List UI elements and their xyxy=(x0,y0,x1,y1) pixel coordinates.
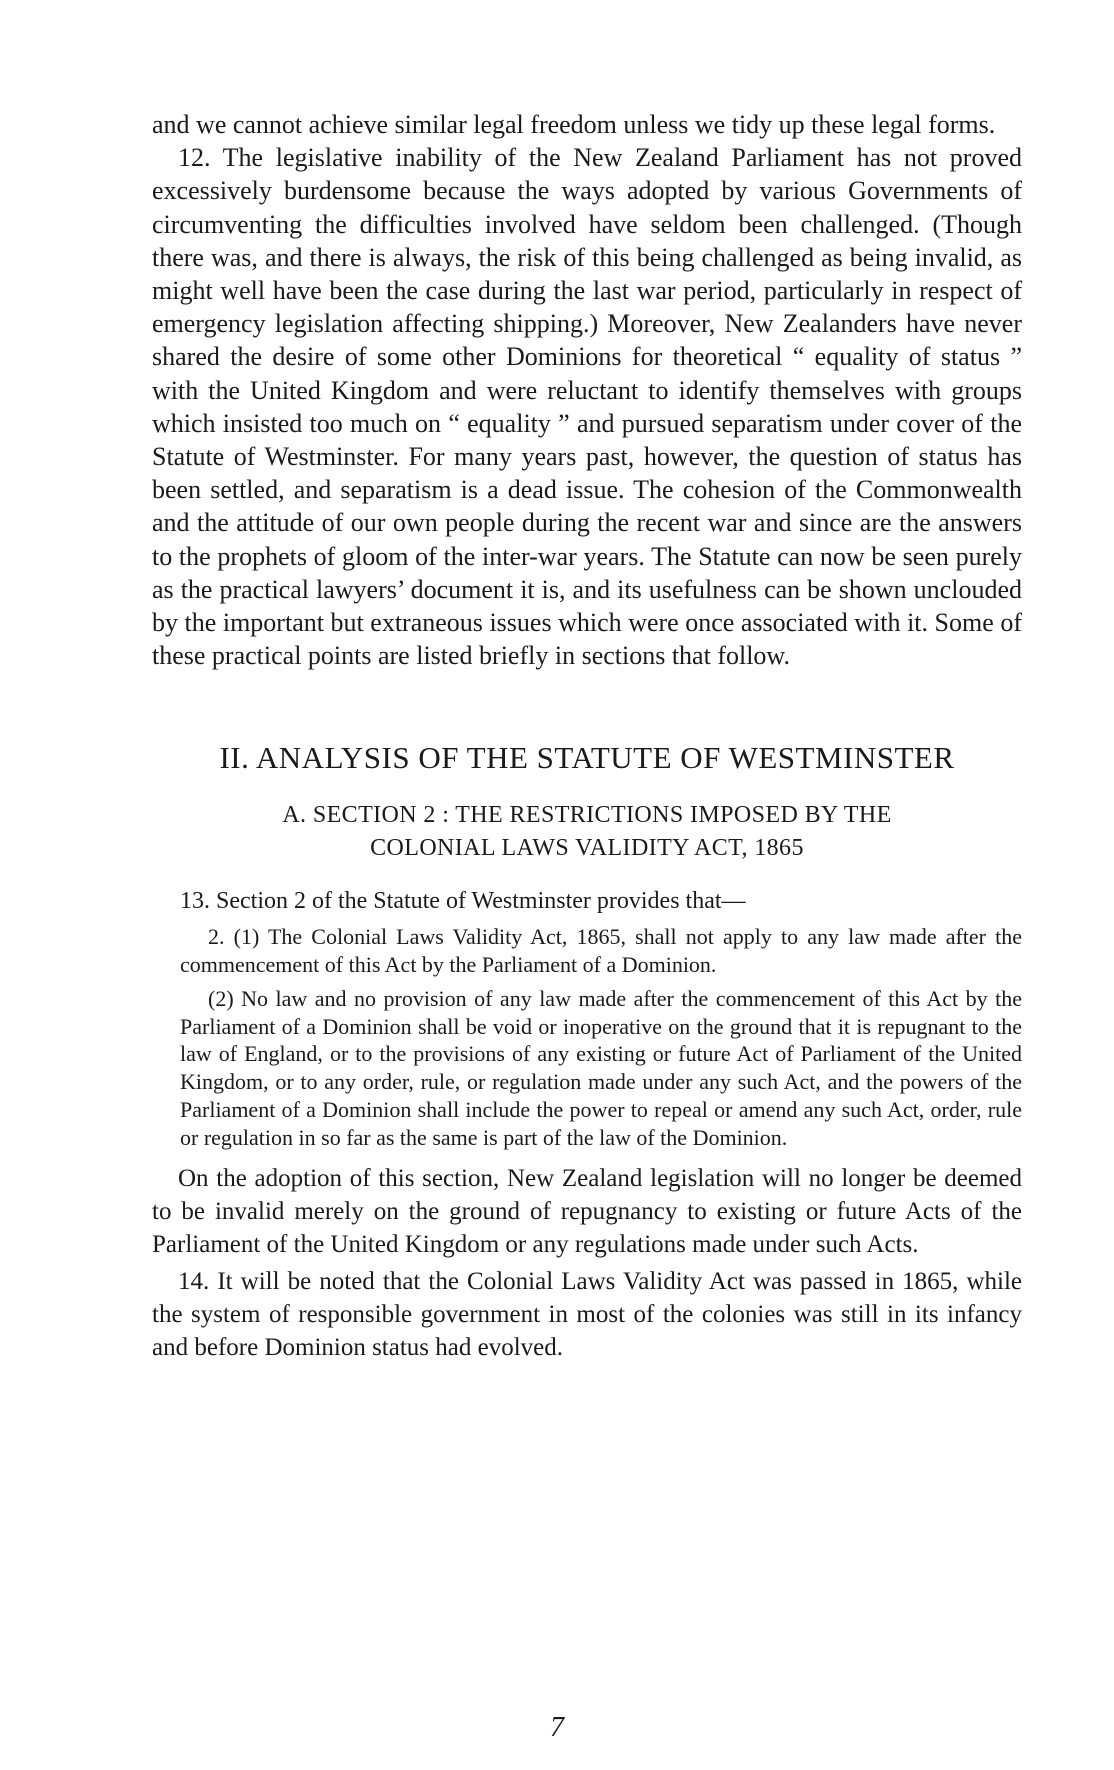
subsection-heading-line-1: A. SECTION 2 : THE RESTRICTIONS IMPOSED BY THE xyxy=(282,802,892,829)
paragraph-14: 14. It will be noted that the Colonial Laws Validity Act was passed in 1865, while the system of responsible government in most of the colonies was still in its infancy and before Dominion status had evolved. xyxy=(152,1267,1022,1361)
section-heading: II. ANALYSIS OF THE STATUTE OF WESTMINSTER xyxy=(219,740,955,776)
paragraph-continuation: and we cannot achieve similar legal freedom unless we tidy up these legal forms. xyxy=(152,110,996,139)
quote-subsection-1: 2. (1) The Colonial Laws Validity Act, 1865, shall not apply to any law made after the commencement of this Act by the Parliament of a Dominion. xyxy=(180,924,1022,977)
statute-quotation xyxy=(180,923,1022,1151)
quote-subsection-2: (2) No law and no provision of any law made after the commencement of this Act by the Parliament of a Dominion shall be void or inoperative on the ground that it is repugnant to the law of England, or to the provisions of any existing or future Act of Parliament of the United Kingdom, or to any order, rule, or regulation made under any such Act, and the powers of the Parliament of a Dominion shall include the power to repeal or amend any such Act, order, rule or regulation in so far as the same is part of the law of the Dominion. xyxy=(180,985,1022,1150)
page-number: 7 xyxy=(550,1712,564,1743)
subsection-heading xyxy=(152,799,1022,865)
page-body xyxy=(152,108,1022,1364)
paragraph-12: 12. The legislative inability of the New Zealand Parliament has not proved excessively burdensome because the ways adopted by various Governments of circumventing the difficulties involved have seldom been challenged. (Though there was, and there is always, the risk of this being challenged as being invalid, as might well have been the case during the last war period, particularly in respect of emergency legislation affecting shipping.) Moreover, New Zealanders have never shared the desire of some other Dominions for theoretical “ equality of status ” with the United Kingdom and were reluctant to identify themselves with groups which insisted too much on “ equality ” and pursued separatism under cover of the Statute of Westminster. For many years past, however, the question of status has been settled, and separatism is a dead issue. The cohesion of the Commonwealth and the attitude of our own people during the recent war and since are the answers to the prophets of gloom of the inter-war years. The Statute can now be seen purely as the practical lawyers’ document it is, and its usefulness can be shown unclouded by the important but extraneous issues which were once associated with it. Some of these practical points are listed briefly in sections that follow. xyxy=(152,143,1022,671)
post-quote-text xyxy=(152,1162,1022,1364)
paragraph-adoption: On the adoption of this section, New Zealand legislation will no longer be deemed to be invalid merely on the ground of repugnancy to existing or future Acts of the Parliament of the United Kingdom or any regulations made under such Acts. xyxy=(152,1164,1022,1258)
paragraph-13-intro: 13. Section 2 of the Statute of Westminster provides that— xyxy=(180,888,746,915)
subsection-heading-line-2: COLONIAL LAWS VALIDITY ACT, 1865 xyxy=(370,835,804,862)
